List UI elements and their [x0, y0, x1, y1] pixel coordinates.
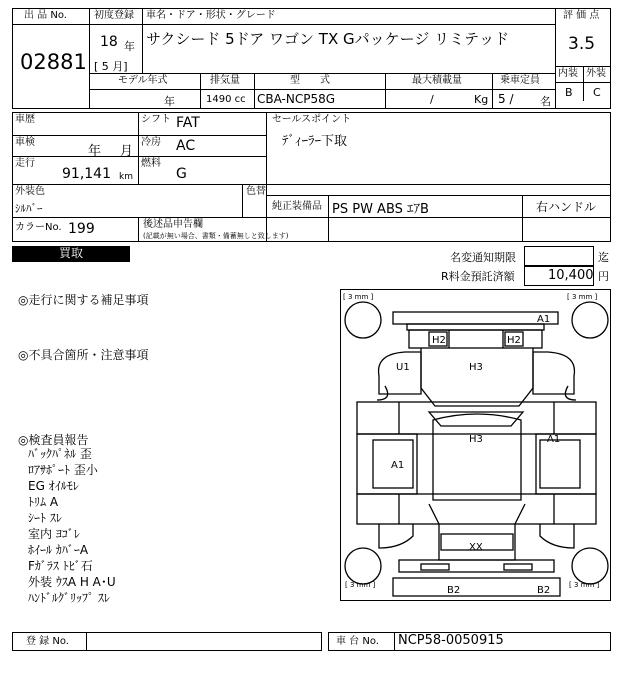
- aftermarket-sub: (記載が無い場合、書類・備蓄無しと致します): [143, 232, 289, 240]
- color-no-value: 199: [68, 221, 95, 237]
- inspection-label: 車検: [15, 137, 35, 148]
- name-change-label: 名変通知期限: [450, 251, 516, 264]
- inspection-year: 年: [88, 144, 102, 159]
- purchase-badge: 買取: [12, 246, 130, 262]
- mileage-label: 走行: [15, 158, 35, 169]
- diagram-label-tire-br: [ 3 mm ]: [569, 581, 600, 589]
- displacement: 1490 cc: [206, 94, 246, 105]
- recycle-label: R料金預託済額: [441, 270, 515, 283]
- exterior-grade: C: [593, 86, 601, 99]
- lot-no: 02881: [20, 50, 87, 74]
- name-change-field: [524, 246, 594, 266]
- type-label: 型 式: [290, 75, 330, 86]
- max-load-sep: /: [430, 93, 434, 106]
- car-name: サクシード 5ドア ワゴン TX Gパッケージ リミテッド: [146, 30, 510, 48]
- color-change-label: 色替: [246, 186, 266, 197]
- max-load-label: 最大積載量: [412, 75, 462, 86]
- interior-label: 内装: [558, 68, 578, 79]
- sales-point-value: ﾃﾞｨｰﾗｰ下取: [282, 134, 348, 149]
- list-item: Fｶﾞﾗｽ ﾄﾋﾞ石: [28, 559, 93, 573]
- shift-value: FAT: [176, 115, 200, 131]
- model-year-unit: 年: [164, 95, 175, 108]
- max-load-unit: Kg: [474, 93, 489, 106]
- eval-score: 3.5: [568, 34, 596, 54]
- eval-label: 評 価 点: [563, 10, 600, 21]
- car-name-label: 車名・ドア・形状・グレード: [146, 10, 276, 21]
- list-item: ｼｰﾄ ｽﾚ: [28, 511, 62, 525]
- list-item: 外装 ｳｽA H A･U: [28, 575, 116, 589]
- equipment-value: PS PW ABS ｴｱB: [332, 202, 429, 217]
- shift-label: シフト: [141, 114, 171, 125]
- sales-point-label: セールスポイント: [272, 114, 352, 125]
- history-label: 車歴: [15, 114, 35, 125]
- equipment-label: 純正装備品: [272, 201, 322, 212]
- lot-no-label: 出 品 No.: [24, 10, 67, 21]
- exterior-label: 外装: [586, 68, 606, 79]
- diagram-label-tire-tr: [ 3 mm ]: [567, 293, 598, 301]
- car-diagram: [340, 289, 611, 601]
- name-change-unit: 迄: [598, 251, 609, 264]
- chassis-label: 車 台 No.: [336, 636, 379, 647]
- list-item: EG ｵｲﾙﾓﾚ: [28, 479, 79, 493]
- model-year-label: モデル年式: [118, 75, 168, 86]
- list-item: ﾛｱｻﾎﾟｰﾄ 歪小: [28, 463, 98, 477]
- diagram-label-hood: H3: [469, 362, 483, 373]
- fuel-value: G: [176, 166, 187, 182]
- mileage-value: 91,141: [62, 166, 111, 182]
- driving-heading: ◎走行に関する補足事項: [18, 293, 149, 307]
- inspector-list: [28, 446, 228, 606]
- diagram-label-tire-bl: [ 3 mm ]: [345, 581, 376, 589]
- car-diagram-svg: [341, 290, 612, 602]
- list-item: ﾊﾝﾄﾞﾙｸﾞﾘｯﾌﾟ ｽﾚ: [28, 591, 110, 605]
- list-item: ﾊﾞｯｸﾊﾟﾈﾙ 歪: [28, 447, 92, 461]
- reg-no-label: 登 録 No.: [26, 636, 69, 647]
- list-item: ﾎｲｰﾙ ｶﾊﾞｰA: [28, 543, 89, 557]
- first-reg-month: [ 5 月]: [94, 60, 128, 73]
- color-label: 外装色: [15, 186, 45, 197]
- defects-heading: ◎不具合箇所・注意事項: [18, 348, 149, 362]
- aftermarket-label: 後述品申告欄: [143, 219, 203, 230]
- interior-grade: B: [565, 86, 573, 99]
- recycle-unit: 円: [598, 270, 609, 283]
- diagram-label-rear-left: B2: [447, 585, 461, 596]
- fuel-label: 燃料: [141, 158, 161, 169]
- color-value: ｼﾙﾊﾞｰ: [15, 202, 43, 215]
- list-item: ﾄﾘﾑ A: [28, 495, 59, 509]
- diagram-label-roof: H3: [469, 434, 483, 445]
- handle-value: 右ハンドル: [536, 200, 597, 214]
- type-value: CBA-NCP58G: [257, 92, 336, 106]
- diagram-label-hood-right: H2: [507, 335, 521, 346]
- diagram-label-rear-glass: XX: [469, 542, 483, 553]
- first-reg-label: 初度登録: [94, 10, 134, 21]
- diagram-label-tire-tl: [ 3 mm ]: [343, 293, 374, 301]
- diagram-label-left-fender: U1: [396, 362, 410, 373]
- capacity-label: 乗車定員: [500, 75, 540, 86]
- capacity-value: 5 /: [498, 92, 514, 106]
- inspection-month: 月: [120, 144, 134, 159]
- displacement-label: 排気量: [210, 75, 240, 86]
- first-reg-year: 18: [100, 34, 118, 50]
- diagram-label-hood-left: H2: [432, 335, 446, 346]
- year-unit: 年: [124, 40, 135, 53]
- list-item: 室内 ﾖｺﾞﾚ: [28, 527, 80, 541]
- recycle-value: 10,400: [548, 268, 594, 283]
- diagram-label-front-bumper: A1: [537, 314, 551, 325]
- capacity-unit: 名: [540, 95, 551, 108]
- chassis-value: NCP58-0050915: [398, 633, 504, 648]
- inspector-heading: ◎検査員報告: [18, 433, 89, 447]
- diagram-label-rear-right: B2: [537, 585, 551, 596]
- ac-value: AC: [176, 138, 196, 154]
- diagram-label-left-door: A1: [391, 460, 405, 471]
- ac-label: 冷房: [141, 137, 161, 148]
- color-no-label: カラーNo.: [15, 222, 62, 233]
- diagram-label-right-door: A1: [547, 434, 561, 445]
- mileage-unit: km: [119, 172, 133, 182]
